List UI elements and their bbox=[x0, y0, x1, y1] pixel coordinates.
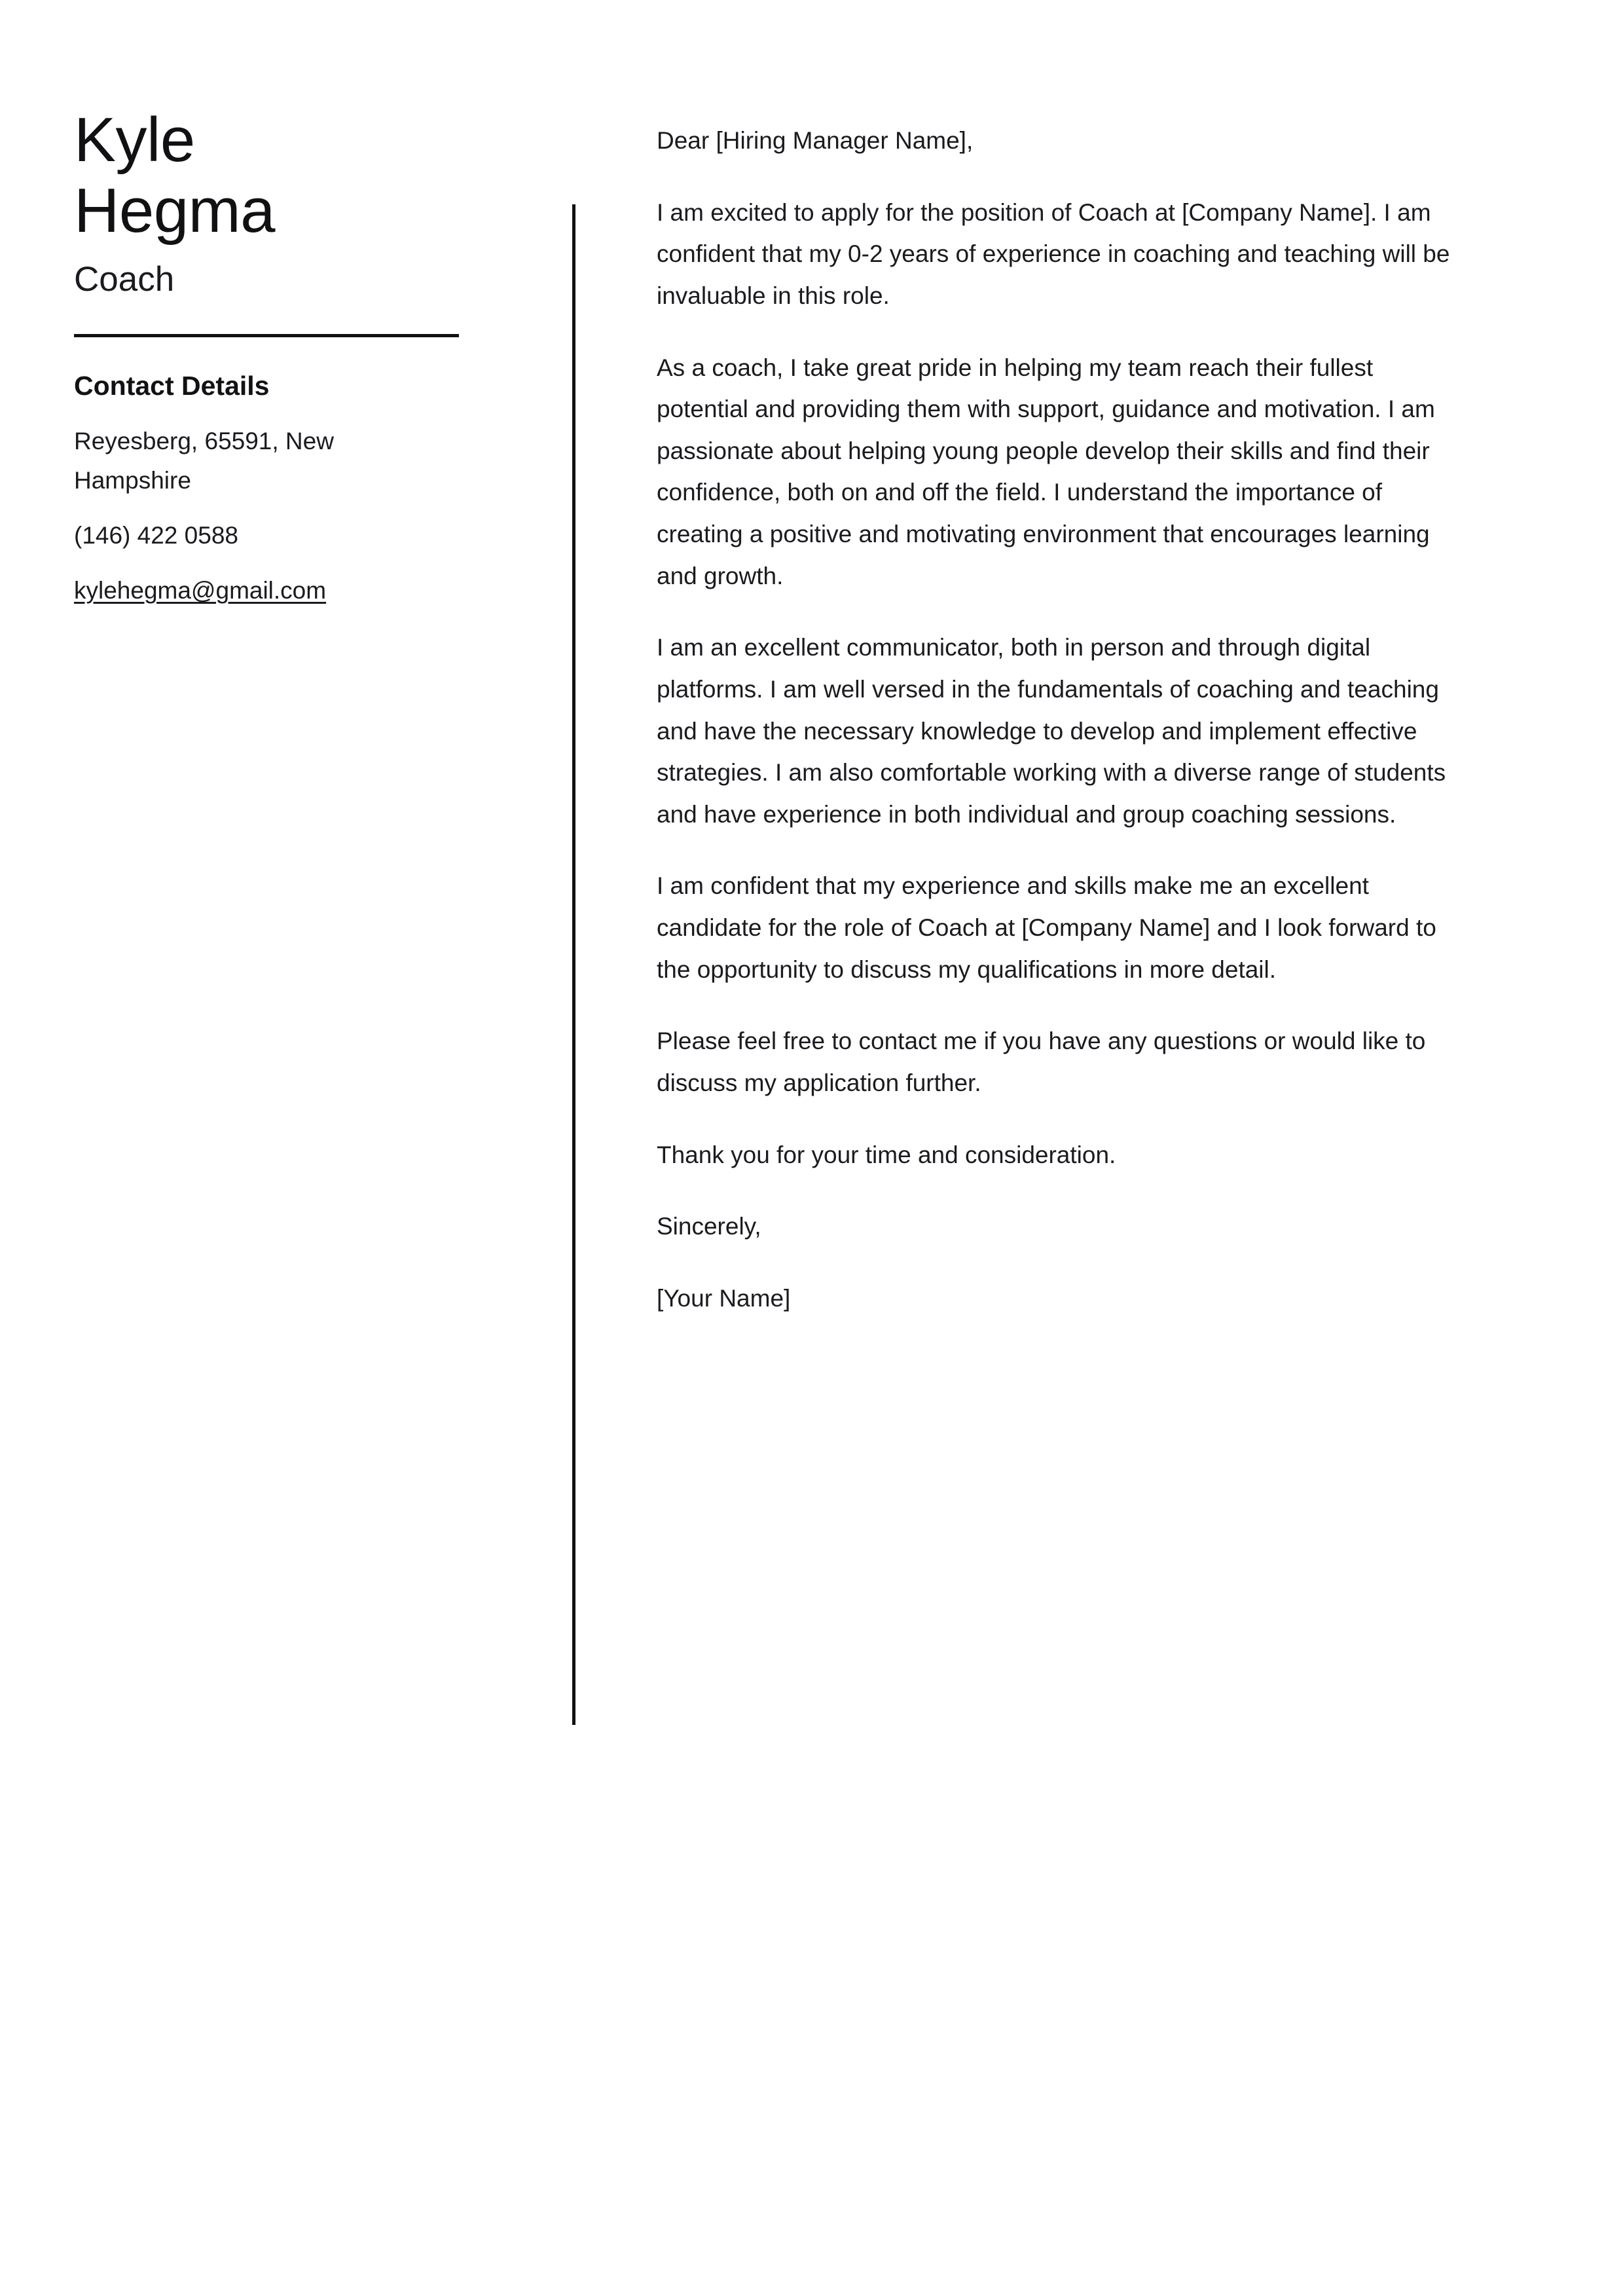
letter-signature: [Your Name] bbox=[657, 1284, 791, 1312]
letter-salutation: Dear [Hiring Manager Name], bbox=[657, 127, 974, 154]
letter-paragraph-1: I am excited to apply for the position of Coach at [Company Name]. I am confident that my 0-2 years of experience in coaching and teaching will be invaluable in this role. bbox=[657, 198, 1450, 309]
contact-phone: (146) 422 0588 bbox=[74, 522, 238, 549]
applicant-name: Kyle Hegma bbox=[74, 105, 275, 246]
contact-email-link[interactable]: kylehegma@gmail.com bbox=[74, 576, 327, 604]
vertical-divider bbox=[572, 204, 575, 1725]
letter-body bbox=[657, 120, 1462, 1319]
applicant-job-title: Coach bbox=[74, 260, 175, 299]
letter-paragraph-5: Please feel free to contact me if you have any questions or would like to discuss my application further. bbox=[657, 1028, 1426, 1096]
letter-closing: Sincerely, bbox=[657, 1213, 761, 1240]
sidebar bbox=[74, 0, 467, 626]
name-block bbox=[74, 0, 467, 300]
letter-paragraph-6: Thank you for your time and consideration. bbox=[657, 1141, 1116, 1168]
contact-details-list bbox=[74, 422, 467, 626]
letter-paragraph-3: I am an excellent communicator, both in person and through digital platforms. I am well versed in the fundamentals of coaching and teaching and have the necessary knowledge to develop and implement effective strategies. I am also comfortable working with a diverse range of students and have experience in both individual and group coaching sessions. bbox=[657, 634, 1446, 828]
letter-paragraph-2: As a coach, I take great pride in helping my team reach their fullest potential and providing them with support, guidance and motivation. I am passionate about helping young people develop their skills and find their confidence, both on and off the field. I understand the importance of creating a positive and motivating environment that encourages learning and growth. bbox=[657, 354, 1435, 589]
contact-address: Reyesberg, 65591, New Hampshire bbox=[74, 428, 334, 494]
contact-details-heading: Contact Details bbox=[74, 370, 270, 401]
letter-paragraph-4: I am confident that my experience and skills make me an excellent candidate for the role of Coach at [Company Name] and I look forward to the opportunity to discuss my qualifications in more detail. bbox=[657, 872, 1436, 983]
horizontal-divider bbox=[74, 334, 459, 337]
